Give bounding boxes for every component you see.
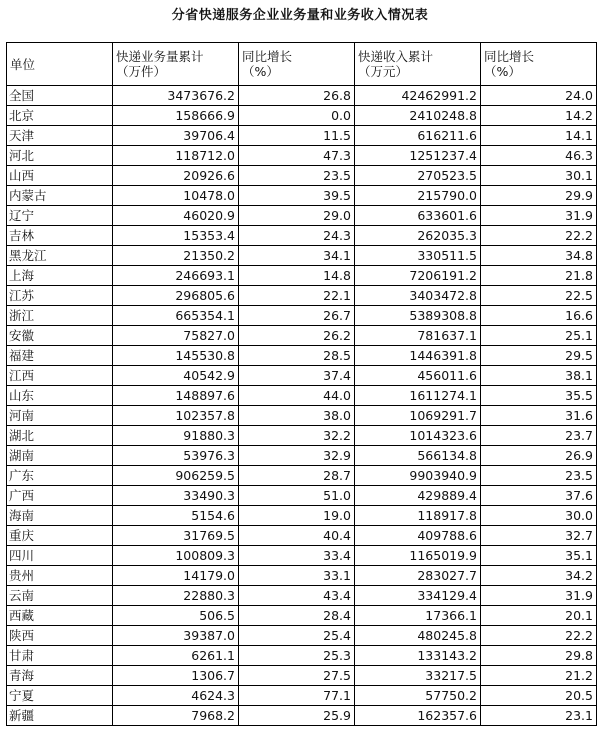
table-row [7,666,597,686]
cell-revenue-growth: 34.2 [481,566,597,586]
cell-volume-growth: 40.4 [239,526,355,546]
cell-volume: 6261.1 [113,646,239,666]
cell-volume: 118712.0 [113,146,239,166]
cell-revenue-growth: 32.7 [481,526,597,546]
cell-revenue-growth: 23.7 [481,426,597,446]
cell-volume-growth: 26.7 [239,306,355,326]
cell-revenue-growth: 29.9 [481,186,597,206]
cell-volume-growth: 25.9 [239,706,355,726]
cell-region: 海南 [7,506,113,526]
cell-revenue: 215790.0 [355,186,481,206]
cell-volume: 506.5 [113,606,239,626]
page-title: 分省快递服务企业业务量和业务收入情况表 [171,8,429,23]
table-row [7,686,597,706]
cell-volume-growth: 38.0 [239,406,355,426]
cell-volume-growth: 25.4 [239,626,355,646]
cell-volume-growth: 39.5 [239,186,355,206]
cell-revenue-growth: 29.8 [481,646,597,666]
cell-revenue: 17366.1 [355,606,481,626]
cell-revenue-growth: 22.2 [481,626,597,646]
cell-volume: 102357.8 [113,406,239,426]
cell-volume: 145530.8 [113,346,239,366]
cell-revenue: 33217.5 [355,666,481,686]
cell-volume: 40542.9 [113,366,239,386]
cell-volume: 10478.0 [113,186,239,206]
table-row [7,106,597,126]
header-region-label: 单位 [10,56,36,72]
cell-volume: 31769.5 [113,526,239,546]
table-row [7,566,597,586]
cell-volume-growth: 19.0 [239,506,355,526]
cell-revenue-growth: 34.8 [481,246,597,266]
cell-region: 内蒙古 [7,186,113,206]
cell-revenue: 1069291.7 [355,406,481,426]
cell-volume-growth: 26.2 [239,326,355,346]
cell-region: 四川 [7,546,113,566]
cell-revenue: 409788.6 [355,526,481,546]
cell-revenue-growth: 22.2 [481,226,597,246]
cell-volume-growth: 32.9 [239,446,355,466]
cell-volume-growth: 29.0 [239,206,355,226]
table-row [7,646,597,666]
cell-volume-growth: 25.3 [239,646,355,666]
cell-revenue: 5389308.8 [355,306,481,326]
cell-volume: 14179.0 [113,566,239,586]
cell-volume: 39706.4 [113,126,239,146]
header-region [7,43,113,86]
cell-volume: 46020.9 [113,206,239,226]
cell-volume: 33490.3 [113,486,239,506]
cell-revenue: 1251237.4 [355,146,481,166]
cell-volume: 158666.9 [113,106,239,126]
cell-volume: 246693.1 [113,266,239,286]
header-volume-growth [239,43,355,86]
cell-revenue: 781637.1 [355,326,481,346]
cell-region: 浙江 [7,306,113,326]
cell-revenue: 57750.2 [355,686,481,706]
cell-volume-growth: 37.4 [239,366,355,386]
cell-region: 福建 [7,346,113,366]
cell-region: 河南 [7,406,113,426]
cell-revenue-growth: 38.1 [481,366,597,386]
cell-revenue: 2410248.8 [355,106,481,126]
table-row [7,126,597,146]
table-header-row [7,43,597,86]
cell-volume-growth: 43.4 [239,586,355,606]
cell-region: 上海 [7,266,113,286]
table-row [7,246,597,266]
cell-revenue-growth: 23.5 [481,466,597,486]
cell-revenue: 42462991.2 [355,86,481,106]
table-row [7,706,597,726]
cell-revenue-growth: 20.5 [481,686,597,706]
cell-revenue-growth: 30.0 [481,506,597,526]
cell-region: 河北 [7,146,113,166]
cell-region: 陕西 [7,626,113,646]
cell-volume: 906259.5 [113,466,239,486]
header-volume [113,43,239,86]
cell-volume: 296805.6 [113,286,239,306]
header-volume-growth-unit: （%） [242,64,279,79]
cell-region: 全国 [7,86,113,106]
cell-revenue: 270523.5 [355,166,481,186]
header-volume-unit: （万件） [116,64,167,79]
cell-region: 湖南 [7,446,113,466]
cell-region: 广西 [7,486,113,506]
cell-revenue: 283027.7 [355,566,481,586]
cell-revenue: 633601.6 [355,206,481,226]
table-row [7,466,597,486]
cell-volume-growth: 33.1 [239,566,355,586]
cell-region: 云南 [7,586,113,606]
cell-revenue-growth: 26.9 [481,446,597,466]
cell-volume-growth: 24.3 [239,226,355,246]
cell-volume-growth: 28.5 [239,346,355,366]
cell-region: 安徽 [7,326,113,346]
cell-revenue-growth: 21.8 [481,266,597,286]
cell-revenue: 1446391.8 [355,346,481,366]
cell-volume-growth: 14.8 [239,266,355,286]
table-row [7,386,597,406]
header-revenue-growth [481,43,597,86]
cell-region: 吉林 [7,226,113,246]
cell-region: 西藏 [7,606,113,626]
table-row [7,146,597,166]
cell-volume-growth: 27.5 [239,666,355,686]
table-row [7,186,597,206]
cell-volume-growth: 11.5 [239,126,355,146]
table-row [7,326,597,346]
cell-region: 青海 [7,666,113,686]
cell-revenue: 133143.2 [355,646,481,666]
cell-volume-growth: 23.5 [239,166,355,186]
cell-revenue-growth: 22.5 [481,286,597,306]
table-row [7,306,597,326]
cell-volume: 148897.6 [113,386,239,406]
header-volume-label: 快递业务量累计 [116,49,204,64]
cell-revenue: 9903940.9 [355,466,481,486]
cell-revenue-growth: 35.5 [481,386,597,406]
cell-volume: 100809.3 [113,546,239,566]
cell-region: 新疆 [7,706,113,726]
cell-revenue-growth: 20.1 [481,606,597,626]
cell-volume: 1306.7 [113,666,239,686]
table-row [7,526,597,546]
cell-revenue-growth: 31.6 [481,406,597,426]
cell-revenue: 616211.6 [355,126,481,146]
cell-volume: 4624.3 [113,686,239,706]
cell-region: 黑龙江 [7,246,113,266]
cell-revenue: 7206191.2 [355,266,481,286]
header-revenue-unit: （万元） [358,64,409,79]
cell-volume: 91880.3 [113,426,239,446]
cell-volume-growth: 0.0 [239,106,355,126]
table-row [7,406,597,426]
cell-revenue-growth: 31.9 [481,586,597,606]
table-row [7,286,597,306]
table-row [7,446,597,466]
cell-region: 北京 [7,106,113,126]
cell-revenue-growth: 24.0 [481,86,597,106]
cell-volume: 15353.4 [113,226,239,246]
header-volume-growth-label: 同比增长 [242,49,293,64]
cell-volume: 5154.6 [113,506,239,526]
cell-volume: 75827.0 [113,326,239,346]
cell-volume: 665354.1 [113,306,239,326]
cell-region: 辽宁 [7,206,113,226]
cell-volume-growth: 77.1 [239,686,355,706]
cell-volume-growth: 28.4 [239,606,355,626]
cell-region: 宁夏 [7,686,113,706]
express-stats-table [6,42,597,726]
cell-region: 山西 [7,166,113,186]
table-body [7,86,597,726]
cell-volume-growth: 47.3 [239,146,355,166]
table-row [7,206,597,226]
table-row [7,546,597,566]
cell-region: 广东 [7,466,113,486]
cell-revenue: 330511.5 [355,246,481,266]
cell-revenue: 162357.6 [355,706,481,726]
cell-volume-growth: 33.4 [239,546,355,566]
cell-region: 天津 [7,126,113,146]
table-row [7,486,597,506]
table-row [7,626,597,646]
cell-revenue-growth: 35.1 [481,546,597,566]
cell-volume-growth: 32.2 [239,426,355,446]
cell-region: 湖北 [7,426,113,446]
table-row [7,166,597,186]
cell-revenue: 334129.4 [355,586,481,606]
header-revenue-label: 快递收入累计 [358,49,434,64]
cell-revenue: 118917.8 [355,506,481,526]
cell-volume: 53976.3 [113,446,239,466]
cell-volume: 20926.6 [113,166,239,186]
cell-revenue-growth: 23.1 [481,706,597,726]
cell-revenue: 262035.3 [355,226,481,246]
cell-revenue-growth: 21.2 [481,666,597,686]
cell-region: 贵州 [7,566,113,586]
cell-volume: 7968.2 [113,706,239,726]
cell-revenue-growth: 37.6 [481,486,597,506]
cell-volume-growth: 22.1 [239,286,355,306]
cell-revenue: 566134.8 [355,446,481,466]
cell-revenue-growth: 14.2 [481,106,597,126]
header-revenue-growth-unit: （%） [484,64,521,79]
cell-revenue-growth: 16.6 [481,306,597,326]
cell-region: 重庆 [7,526,113,546]
table-row [7,266,597,286]
cell-volume-growth: 28.7 [239,466,355,486]
cell-revenue-growth: 31.9 [481,206,597,226]
cell-volume: 39387.0 [113,626,239,646]
cell-revenue: 480245.8 [355,626,481,646]
cell-revenue-growth: 46.3 [481,146,597,166]
cell-revenue-growth: 29.5 [481,346,597,366]
table-row [7,86,597,106]
cell-volume: 22880.3 [113,586,239,606]
cell-region: 甘肃 [7,646,113,666]
cell-revenue: 429889.4 [355,486,481,506]
table-row [7,426,597,446]
cell-revenue: 1611274.1 [355,386,481,406]
cell-revenue: 3403472.8 [355,286,481,306]
table-row [7,586,597,606]
table-row [7,346,597,366]
cell-volume: 21350.2 [113,246,239,266]
cell-revenue: 456011.6 [355,366,481,386]
cell-region: 山东 [7,386,113,406]
table-row [7,506,597,526]
cell-revenue-growth: 25.1 [481,326,597,346]
cell-region: 江苏 [7,286,113,306]
table-row [7,606,597,626]
cell-volume-growth: 51.0 [239,486,355,506]
cell-region: 江西 [7,366,113,386]
cell-revenue: 1014323.6 [355,426,481,446]
cell-volume-growth: 26.8 [239,86,355,106]
header-revenue [355,43,481,86]
table-row [7,226,597,246]
cell-revenue-growth: 14.1 [481,126,597,146]
header-revenue-growth-label: 同比增长 [484,49,535,64]
cell-volume-growth: 44.0 [239,386,355,406]
cell-volume-growth: 34.1 [239,246,355,266]
cell-revenue-growth: 30.1 [481,166,597,186]
cell-revenue: 1165019.9 [355,546,481,566]
table-row [7,366,597,386]
cell-volume: 3473676.2 [113,86,239,106]
